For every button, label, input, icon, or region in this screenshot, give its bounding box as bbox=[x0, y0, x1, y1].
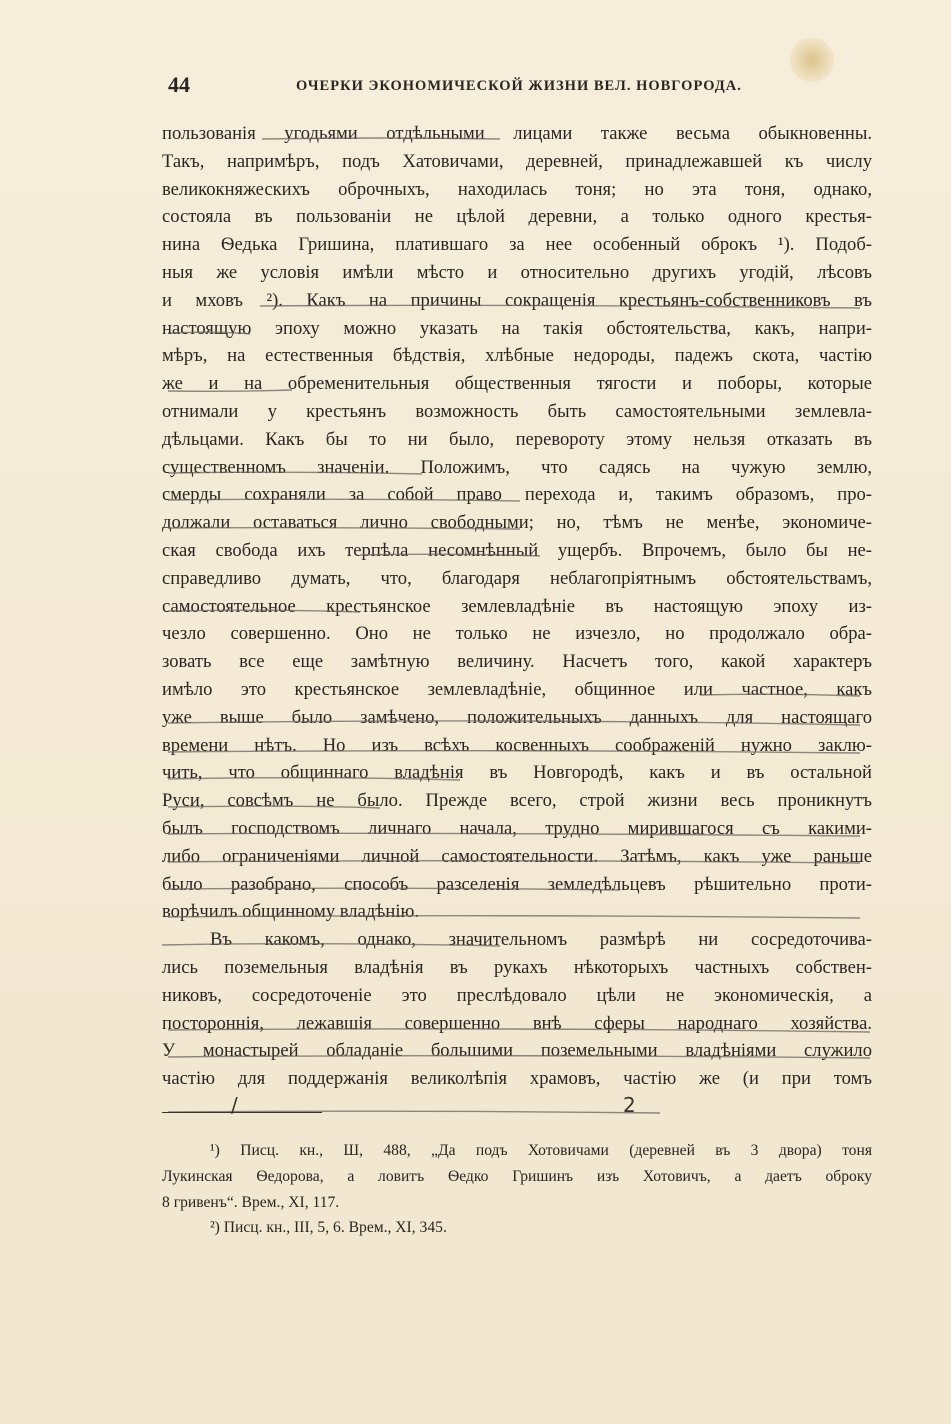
body-line: мѣръ, на естественныя бѣдствія, хлѣбные недороды, падежъ скота, частію bbox=[162, 345, 872, 367]
body-line: должали оставаться лично свободными; но, тѣмъ не менѣе, экономиче- bbox=[162, 512, 872, 534]
body-line: чезло совершенно. Оно не только не изчезло, но продолжало обра- bbox=[162, 623, 872, 645]
body-line: же и на обременительныя общественныя тягости и поборы, которые bbox=[162, 373, 872, 395]
body-line: времени нѣтъ. Но изъ всѣхъ косвенныхъ соображеній нужно заклю- bbox=[162, 734, 872, 756]
body-line: смерды сохраняли за собой право перехода и, такимъ образомъ, про- bbox=[162, 484, 872, 506]
body-line: великокняжескихъ оброчныхъ, находилась тоня; но эта тоня, однако, bbox=[162, 178, 872, 200]
page-number: 44 bbox=[168, 72, 190, 97]
body-line: было разобрано, способъ разселенія земледѣльцевъ рѣшительно проти- bbox=[162, 873, 872, 895]
body-line: былъ господствомъ личнаго начала, трудно мирившагося съ какими- bbox=[162, 817, 872, 839]
body-line: отнимали у крестьянъ возможность быть самостоятельными землевла- bbox=[162, 400, 872, 422]
body-text bbox=[162, 120, 872, 1093]
footnotes bbox=[162, 1138, 872, 1241]
body-line: Въ какомъ, однако, значительномъ размѣрѣ ни сосредоточива- bbox=[210, 929, 872, 951]
body-line: ворѣчилъ общинному владѣнію. bbox=[162, 901, 420, 923]
body-line: и мховъ ²). Какъ на причины сокращенія крестьянъ-собственниковъ въ bbox=[162, 289, 872, 311]
footnote-line: ²) Писц. кн., III, 5, 6. Врем., XI, 345. bbox=[210, 1219, 447, 1237]
body-line: ская свобода ихъ терпѣла несомнѣнный ущербъ. Впрочемъ, было бы не- bbox=[162, 539, 872, 561]
handwritten-mark: 2 bbox=[623, 1093, 636, 1117]
page-header bbox=[168, 72, 868, 102]
body-line: Такъ, напримѣръ, подъ Хатовичами, деревней, принадлежавшей къ числу bbox=[162, 150, 872, 172]
body-line: ныя же условія имѣли мѣсто и относительно другихъ угодій, лѣсовъ bbox=[162, 261, 872, 283]
body-line: чить, что общиннаго владѣнія въ Новгородѣ, какъ и въ остальной bbox=[162, 762, 872, 784]
body-line: пользованія угодьями отдѣльными лицами также весьма обыкновенны. bbox=[162, 123, 872, 144]
footnote-line: Лукинская Ѳедорова, а ловитъ Ѳедко Гришинъ изъ Хотовичъ, а даетъ оброку bbox=[162, 1167, 872, 1185]
body-line: никовъ, сосредоточеніе это преслѣдовало цѣли не экономическія, а bbox=[162, 984, 872, 1006]
body-line: справедливо думать, что, благодаря неблагопріятнымъ обстоятельствамъ, bbox=[162, 567, 872, 589]
handwritten-marks bbox=[225, 1090, 665, 1120]
body-line: дѣльцами. Какъ бы то ни было, перевороту этому нельзя отказать въ bbox=[162, 428, 872, 450]
body-line: Руси, совсѣмъ не было. Прежде всего, строй жизни весь проникнутъ bbox=[162, 790, 872, 812]
footnote-line: 8 гривенъ“. Врем., XI, 117. bbox=[162, 1193, 340, 1211]
body-line: постороннія, лежавшія совершенно внѣ сферы народнаго хозяйства. bbox=[162, 1012, 872, 1034]
body-line: существенномъ значеніи. Положимъ, что садясь на чужую землю, bbox=[162, 456, 872, 478]
body-line: либо ограниченіями личной самостоятельности. Затѣмъ, какъ уже раньше bbox=[162, 845, 872, 867]
footnote-line: ¹) Писц. кн., Ш, 488, „Да подъ Хотовичами (деревней въ 3 двора) тоня bbox=[210, 1142, 872, 1159]
handwritten-mark: / bbox=[231, 1093, 238, 1117]
body-line: зовать все еще замѣтную величину. Насчетъ того, какой характеръ bbox=[162, 651, 872, 673]
body-line: лись поземельныя владѣнія въ рукахъ нѣкоторыхъ частныхъ собствен- bbox=[162, 956, 872, 978]
body-line: частію для поддержанія великолѣпія храмовъ, частію же (и при томъ bbox=[162, 1068, 872, 1090]
body-line: уже выше было замѣчено, положительныхъ данныхъ для настоящаго bbox=[162, 706, 872, 728]
body-line: состояла въ пользованіи не цѣлой деревни, а только одного крестья- bbox=[162, 206, 872, 228]
running-title: ОЧЕРКИ ЭКОНОМИЧЕСКОЙ ЖИЗНИ ВЕЛ. НОВГОРОДА. bbox=[296, 78, 742, 94]
body-line: нина Ѳедька Гришина, платившаго за нее особенный оброкъ ¹). Подоб- bbox=[162, 234, 872, 256]
body-line: У монастырей обладаніе большими поземельными владѣніями служило bbox=[162, 1040, 872, 1062]
body-line: настоящую эпоху можно указать на такія обстоятельства, какъ, напри- bbox=[162, 317, 872, 339]
body-line: имѣло это крестьянское землевладѣніе, общинное или частное, какъ bbox=[162, 678, 872, 700]
body-line: самостоятельное крестьянское землевладѣніе въ настоящую эпоху из- bbox=[162, 595, 872, 617]
